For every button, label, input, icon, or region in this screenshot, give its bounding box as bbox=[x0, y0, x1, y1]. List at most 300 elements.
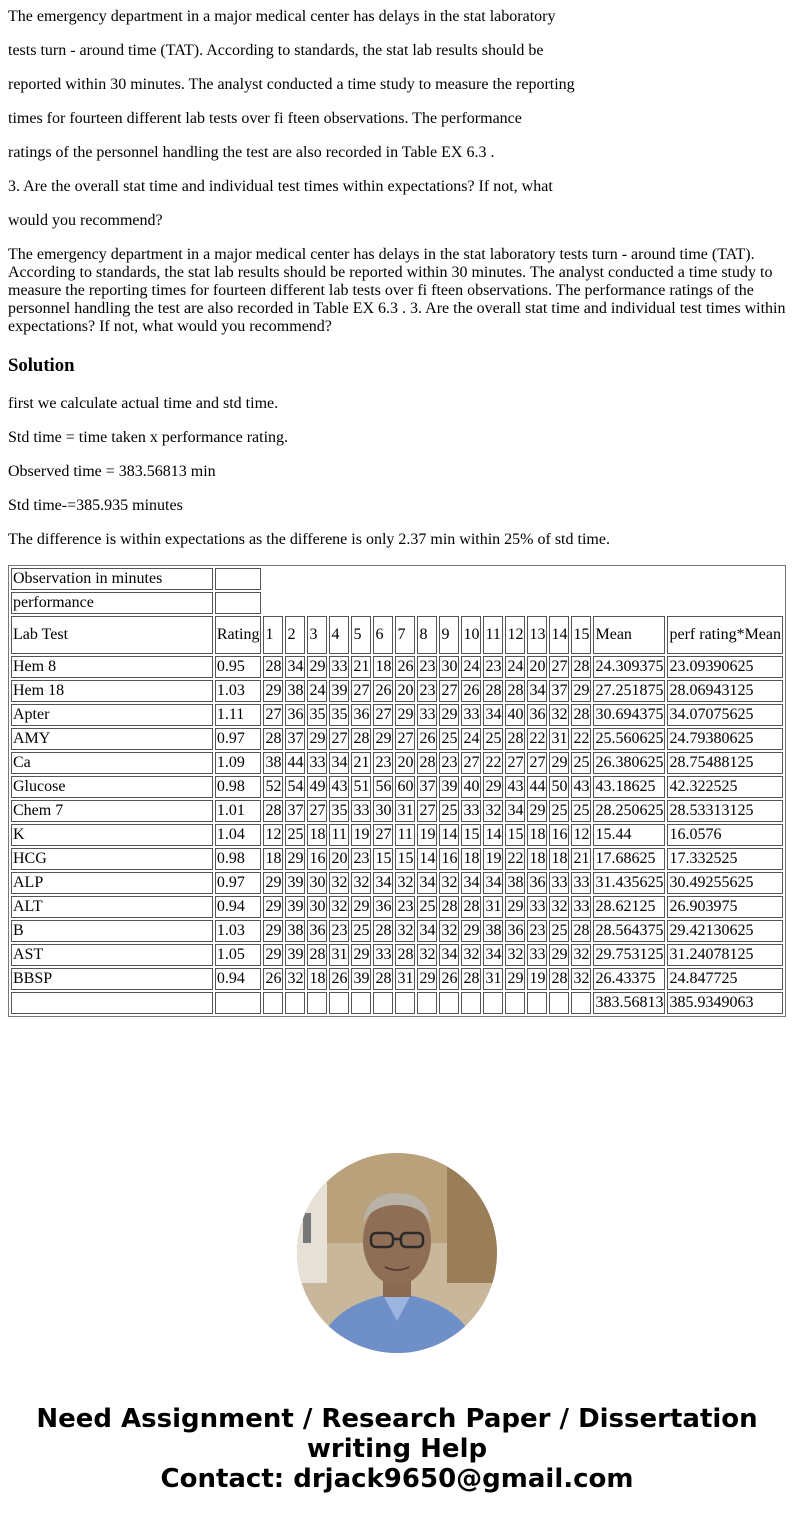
table-cell: 40 bbox=[461, 776, 481, 798]
table-cell: 20 bbox=[395, 752, 415, 774]
table-cell: ALT bbox=[11, 896, 213, 918]
table-cell: 31.24078125 bbox=[667, 944, 783, 966]
table-cell: 16 bbox=[307, 848, 327, 870]
table-cell: 29.753125 bbox=[593, 944, 665, 966]
table-header-cell: 8 bbox=[417, 616, 437, 654]
question-line: tests turn - around time (TAT). According to standards, the stat lab results should be bbox=[8, 42, 544, 59]
table-cell: 33 bbox=[373, 944, 393, 966]
table-cell: 30.694375 bbox=[593, 704, 665, 726]
table-cell: 34 bbox=[285, 656, 305, 678]
table-cell: 0.94 bbox=[215, 896, 262, 918]
table-cell: 23 bbox=[395, 896, 415, 918]
table-cell: 56 bbox=[373, 776, 393, 798]
table-cell: 15 bbox=[373, 848, 393, 870]
table-cell: 27 bbox=[373, 704, 393, 726]
table-cell: 18 bbox=[307, 824, 327, 846]
table-cell: 28 bbox=[571, 704, 591, 726]
table-cell: 27.251875 bbox=[593, 680, 665, 702]
table-header-cell: 10 bbox=[461, 616, 481, 654]
table-header-cell: 14 bbox=[549, 616, 569, 654]
table-cell: 33 bbox=[329, 656, 349, 678]
table-cell: 30.49255625 bbox=[667, 872, 783, 894]
table-cell: 0.97 bbox=[215, 728, 262, 750]
table-cell: 32 bbox=[395, 872, 415, 894]
table-cell: 36 bbox=[505, 920, 525, 942]
table-cell bbox=[527, 992, 547, 1014]
table-cell: 26 bbox=[461, 680, 481, 702]
table-header-cell: 15 bbox=[571, 616, 591, 654]
table-cell: 36 bbox=[527, 872, 547, 894]
table-cell: 18 bbox=[263, 848, 283, 870]
table-cell: 28 bbox=[263, 800, 283, 822]
table-cell: 49 bbox=[307, 776, 327, 798]
table-header-cell: perf rating*Mean bbox=[667, 616, 783, 654]
table-cell bbox=[351, 992, 371, 1014]
table-row bbox=[11, 568, 783, 590]
table-row bbox=[11, 592, 783, 614]
table-cell: 29.42130625 bbox=[667, 920, 783, 942]
table-row bbox=[11, 704, 783, 726]
table-cell: 31 bbox=[329, 944, 349, 966]
table-cell: 34 bbox=[483, 944, 503, 966]
table-cell: 30 bbox=[373, 800, 393, 822]
table-cell: 14 bbox=[417, 848, 437, 870]
table-cell bbox=[373, 992, 393, 1014]
table-header-cell: 6 bbox=[373, 616, 393, 654]
table-cell: 36 bbox=[307, 920, 327, 942]
table-cell: 27 bbox=[417, 800, 437, 822]
table-cell: 28 bbox=[571, 920, 591, 942]
table-cell: 32 bbox=[285, 968, 305, 990]
table-cell: 19 bbox=[483, 848, 503, 870]
table-cell bbox=[215, 592, 262, 614]
table-cell: 39 bbox=[439, 776, 459, 798]
question-line: ratings of the personnel handling the test are also recorded in Table EX 6.3 . bbox=[8, 144, 495, 161]
table-cell bbox=[329, 992, 349, 1014]
table-cell: 32 bbox=[395, 920, 415, 942]
table-cell: 25 bbox=[483, 728, 503, 750]
table-cell: 14 bbox=[483, 824, 503, 846]
table-cell: 16.0576 bbox=[667, 824, 783, 846]
table-cell: 27 bbox=[395, 728, 415, 750]
table-header-cell: 3 bbox=[307, 616, 327, 654]
table-cell: 29 bbox=[571, 680, 591, 702]
table-cell: Apter bbox=[11, 704, 213, 726]
author-photo bbox=[297, 1153, 497, 1353]
table-cell: 29 bbox=[263, 896, 283, 918]
table-cell: 34.07075625 bbox=[667, 704, 783, 726]
table-cell: 39 bbox=[351, 968, 371, 990]
table-cell: 28 bbox=[549, 968, 569, 990]
table-cell: 31 bbox=[483, 968, 503, 990]
table-cell: 26.380625 bbox=[593, 752, 665, 774]
footer-line: Need Assignment / Research Paper / Dissertation bbox=[36, 1404, 758, 1434]
table-cell: AST bbox=[11, 944, 213, 966]
table-cell: 28 bbox=[395, 944, 415, 966]
table-cell: Hem 8 bbox=[11, 656, 213, 678]
table-cell: 34 bbox=[461, 872, 481, 894]
table-cell: 33 bbox=[351, 800, 371, 822]
table-cell: 40 bbox=[505, 704, 525, 726]
table-cell: 60 bbox=[395, 776, 415, 798]
table-cell: 1.05 bbox=[215, 944, 262, 966]
table-cell: 37 bbox=[285, 728, 305, 750]
solution-line: Std time-=385.935 minutes bbox=[8, 497, 183, 514]
table-cell: 26 bbox=[439, 968, 459, 990]
table-row bbox=[11, 944, 783, 966]
table-cell: 37 bbox=[549, 680, 569, 702]
table-row bbox=[11, 752, 783, 774]
table-cell: 28 bbox=[483, 680, 503, 702]
table-cell: B bbox=[11, 920, 213, 942]
table-cell: 1.03 bbox=[215, 680, 262, 702]
table-cell: 28 bbox=[307, 944, 327, 966]
table-cell: 29 bbox=[505, 968, 525, 990]
table-cell: 28 bbox=[263, 656, 283, 678]
table-cell: 22 bbox=[571, 728, 591, 750]
table-cell: 30 bbox=[307, 872, 327, 894]
table-cell: 27 bbox=[505, 752, 525, 774]
table-cell: 43.18625 bbox=[593, 776, 665, 798]
solution-line: The difference is within expectations as the differene is only 2.37 min within 25% of std time. bbox=[8, 531, 610, 548]
table-cell: 38 bbox=[483, 920, 503, 942]
table-cell: 25 bbox=[351, 920, 371, 942]
question-line: 3. Are the overall stat time and individual test times within expectations? If not, what bbox=[8, 178, 553, 195]
table-row bbox=[11, 656, 783, 678]
table-cell: 27 bbox=[351, 680, 371, 702]
table-cell: 0.94 bbox=[215, 968, 262, 990]
table-cell: 32 bbox=[439, 920, 459, 942]
table-cell: 29 bbox=[549, 944, 569, 966]
table-cell: 0.98 bbox=[215, 776, 262, 798]
table-totals-row bbox=[11, 992, 783, 1014]
table-cell: 52 bbox=[263, 776, 283, 798]
solution-line: first we calculate actual time and std time. bbox=[8, 395, 279, 412]
table-cell: 383.56813 bbox=[593, 992, 665, 1014]
table-cell: 26.903975 bbox=[667, 896, 783, 918]
table-cell: K bbox=[11, 824, 213, 846]
table-cell: 17.68625 bbox=[593, 848, 665, 870]
solution-line: Std time = time taken x performance rating. bbox=[8, 429, 289, 446]
table-cell: 32 bbox=[549, 704, 569, 726]
table-row bbox=[11, 800, 783, 822]
table-cell: 19 bbox=[351, 824, 371, 846]
table-header-cell: 1 bbox=[263, 616, 283, 654]
table-row bbox=[11, 920, 783, 942]
table-cell: 23 bbox=[373, 752, 393, 774]
table-row bbox=[11, 872, 783, 894]
table-cell: 29 bbox=[307, 728, 327, 750]
table-cell: 28.62125 bbox=[593, 896, 665, 918]
table-cell: 26 bbox=[395, 656, 415, 678]
table-cell: 19 bbox=[527, 968, 547, 990]
table-cell: 38 bbox=[285, 920, 305, 942]
table-cell: 28 bbox=[417, 752, 437, 774]
table-cell: 38 bbox=[285, 680, 305, 702]
solution-line: Observed time = 383.56813 min bbox=[8, 463, 216, 480]
table-cell: 23 bbox=[417, 656, 437, 678]
question-line: times for fourteen different lab tests over fi fteen observations. The performance bbox=[8, 110, 522, 127]
table-cell: 25 bbox=[285, 824, 305, 846]
table-cell: 12 bbox=[571, 824, 591, 846]
table-cell: 29 bbox=[483, 776, 503, 798]
table-cell: 15 bbox=[461, 824, 481, 846]
table-row bbox=[11, 896, 783, 918]
table-cell bbox=[395, 992, 415, 1014]
table-cell: 25 bbox=[439, 728, 459, 750]
table-cell: 27 bbox=[461, 752, 481, 774]
table-cell: 34 bbox=[329, 752, 349, 774]
table-cell: 31 bbox=[395, 968, 415, 990]
table-cell: performance bbox=[11, 592, 213, 614]
table-cell: 16 bbox=[549, 824, 569, 846]
table-cell: 29 bbox=[373, 728, 393, 750]
table-cell: 27 bbox=[373, 824, 393, 846]
table-cell: 36 bbox=[373, 896, 393, 918]
table-cell: 33 bbox=[307, 752, 327, 774]
table-cell: 43 bbox=[505, 776, 525, 798]
table-cell: 27 bbox=[549, 656, 569, 678]
table-cell: BBSP bbox=[11, 968, 213, 990]
table-cell: 25 bbox=[439, 800, 459, 822]
table-row bbox=[11, 728, 783, 750]
author-photo-illustration bbox=[297, 1153, 497, 1353]
table-header-cell: 12 bbox=[505, 616, 525, 654]
table-cell: 36 bbox=[285, 704, 305, 726]
table-cell: 26 bbox=[417, 728, 437, 750]
table-cell: 24.847725 bbox=[667, 968, 783, 990]
table-cell: 21 bbox=[351, 656, 371, 678]
table-cell: Hem 18 bbox=[11, 680, 213, 702]
table-cell: 31 bbox=[395, 800, 415, 822]
table-cell: 33 bbox=[461, 704, 481, 726]
table-cell: 33 bbox=[527, 944, 547, 966]
table-cell: 24 bbox=[307, 680, 327, 702]
table-cell: 24 bbox=[461, 656, 481, 678]
question-line: The emergency department in a major medical center has delays in the stat laboratory bbox=[8, 8, 556, 25]
table-cell: 22 bbox=[505, 848, 525, 870]
table-cell: 1.03 bbox=[215, 920, 262, 942]
table-cell: 12 bbox=[263, 824, 283, 846]
table-cell bbox=[215, 568, 262, 590]
table-cell: 15 bbox=[395, 848, 415, 870]
table-cell: 34 bbox=[483, 872, 503, 894]
table-cell: 34 bbox=[417, 872, 437, 894]
table-cell: 29 bbox=[439, 704, 459, 726]
table-cell: AMY bbox=[11, 728, 213, 750]
table-cell: 23 bbox=[351, 848, 371, 870]
table-cell: 18 bbox=[461, 848, 481, 870]
table-cell: 37 bbox=[417, 776, 437, 798]
table-cell bbox=[215, 992, 262, 1014]
footer-line: writing Help bbox=[306, 1434, 488, 1464]
table-cell: 29 bbox=[417, 968, 437, 990]
table-row bbox=[11, 848, 783, 870]
table-cell: 28 bbox=[263, 728, 283, 750]
table-cell: 21 bbox=[571, 848, 591, 870]
table-cell: 28 bbox=[505, 680, 525, 702]
table-header-cell: 2 bbox=[285, 616, 305, 654]
table-cell bbox=[307, 992, 327, 1014]
table-cell: 18 bbox=[549, 848, 569, 870]
table-cell bbox=[11, 992, 213, 1014]
table-cell: 20 bbox=[329, 848, 349, 870]
table-cell: 27 bbox=[263, 704, 283, 726]
table-row bbox=[11, 776, 783, 798]
table-cell: 39 bbox=[285, 896, 305, 918]
table-cell: 1.01 bbox=[215, 800, 262, 822]
table-cell bbox=[461, 992, 481, 1014]
table-cell: 28 bbox=[373, 968, 393, 990]
table-cell: 15 bbox=[505, 824, 525, 846]
table-header-row bbox=[11, 616, 783, 654]
table-cell: 29 bbox=[285, 848, 305, 870]
table-cell: 44 bbox=[527, 776, 547, 798]
table-cell: 27 bbox=[329, 728, 349, 750]
table-cell: 20 bbox=[527, 656, 547, 678]
table-cell: 0.95 bbox=[215, 656, 262, 678]
table-cell: 26 bbox=[329, 968, 349, 990]
table-cell: 37 bbox=[285, 800, 305, 822]
table-cell: 36 bbox=[527, 704, 547, 726]
table-cell: 385.9349063 bbox=[667, 992, 783, 1014]
table-cell bbox=[417, 992, 437, 1014]
table-cell: 11 bbox=[329, 824, 349, 846]
promo-footer bbox=[0, 1404, 794, 1494]
table-cell: 28.06943125 bbox=[667, 680, 783, 702]
table-cell: 22 bbox=[527, 728, 547, 750]
table-cell: 23 bbox=[439, 752, 459, 774]
table-cell: 31 bbox=[483, 896, 503, 918]
table-cell: 50 bbox=[549, 776, 569, 798]
table-cell: 28 bbox=[373, 920, 393, 942]
table-cell bbox=[285, 992, 305, 1014]
table-cell: 22 bbox=[483, 752, 503, 774]
table-cell: 32 bbox=[461, 944, 481, 966]
table-cell: 28 bbox=[505, 728, 525, 750]
table-cell: 32 bbox=[483, 800, 503, 822]
table-cell: 43 bbox=[571, 776, 591, 798]
table-cell: 32 bbox=[549, 896, 569, 918]
table-cell: 34 bbox=[417, 920, 437, 942]
table-cell: 32 bbox=[571, 944, 591, 966]
table-cell: 29 bbox=[527, 800, 547, 822]
table-cell: 24.79380625 bbox=[667, 728, 783, 750]
table-cell: Observation in minutes bbox=[11, 568, 213, 590]
table-cell: 32 bbox=[351, 872, 371, 894]
table-cell: 32 bbox=[439, 872, 459, 894]
table-cell: 1.04 bbox=[215, 824, 262, 846]
table-cell: 34 bbox=[505, 800, 525, 822]
table-cell: 16 bbox=[439, 848, 459, 870]
table-cell: 25 bbox=[417, 896, 437, 918]
table-cell: 18 bbox=[527, 848, 547, 870]
table-cell: 28 bbox=[351, 728, 371, 750]
table-cell: 35 bbox=[307, 704, 327, 726]
table-cell: 21 bbox=[351, 752, 371, 774]
table-cell: 32 bbox=[505, 944, 525, 966]
table-cell: 25 bbox=[571, 752, 591, 774]
table-cell: 33 bbox=[571, 872, 591, 894]
table-cell: 29 bbox=[263, 944, 283, 966]
table-cell: 29 bbox=[505, 896, 525, 918]
table-cell: 33 bbox=[571, 896, 591, 918]
table-cell: 34 bbox=[373, 872, 393, 894]
table-cell: 27 bbox=[439, 680, 459, 702]
table-cell: 25 bbox=[549, 800, 569, 822]
table-cell: 26.43375 bbox=[593, 968, 665, 990]
table-cell: 30 bbox=[307, 896, 327, 918]
table-cell: ALP bbox=[11, 872, 213, 894]
table-cell: 17.332525 bbox=[667, 848, 783, 870]
table-header-cell: Lab Test bbox=[11, 616, 213, 654]
table-cell: 29 bbox=[263, 680, 283, 702]
table-cell: 31 bbox=[549, 728, 569, 750]
table-cell: 23 bbox=[329, 920, 349, 942]
table-cell: 1.09 bbox=[215, 752, 262, 774]
table-cell: 29 bbox=[307, 656, 327, 678]
observation-table bbox=[8, 565, 786, 1017]
table-cell: 32 bbox=[571, 968, 591, 990]
table-cell: 28 bbox=[439, 896, 459, 918]
table-cell: 34 bbox=[439, 944, 459, 966]
table-cell: 23 bbox=[483, 656, 503, 678]
table-cell: 26 bbox=[263, 968, 283, 990]
table-cell: 30 bbox=[439, 656, 459, 678]
table-cell: 33 bbox=[461, 800, 481, 822]
table-cell: 42.322525 bbox=[667, 776, 783, 798]
table-cell: 28 bbox=[461, 896, 481, 918]
table-cell: 28.75488125 bbox=[667, 752, 783, 774]
table-cell: 29 bbox=[263, 920, 283, 942]
table-cell: 15.44 bbox=[593, 824, 665, 846]
table-cell: 33 bbox=[527, 896, 547, 918]
table-cell: Chem 7 bbox=[11, 800, 213, 822]
table-cell: 23 bbox=[417, 680, 437, 702]
table-header-cell: 9 bbox=[439, 616, 459, 654]
table-cell: 39 bbox=[285, 944, 305, 966]
table-cell: 0.97 bbox=[215, 872, 262, 894]
table-cell: 11 bbox=[395, 824, 415, 846]
table-cell: 32 bbox=[417, 944, 437, 966]
table-cell: 25 bbox=[549, 920, 569, 942]
table-cell: 29 bbox=[461, 920, 481, 942]
table-cell: 27 bbox=[307, 800, 327, 822]
table-cell: 39 bbox=[285, 872, 305, 894]
table-cell: 34 bbox=[483, 704, 503, 726]
table-cell: 1.11 bbox=[215, 704, 262, 726]
table-cell: 33 bbox=[417, 704, 437, 726]
table-cell: 27 bbox=[527, 752, 547, 774]
table-cell bbox=[549, 992, 569, 1014]
table-header-cell: 5 bbox=[351, 616, 371, 654]
table-cell: Ca bbox=[11, 752, 213, 774]
question-line: reported within 30 minutes. The analyst conducted a time study to measure the reporting bbox=[8, 76, 575, 93]
table-row bbox=[11, 824, 783, 846]
table-header-cell: 11 bbox=[483, 616, 503, 654]
table-cell: 33 bbox=[549, 872, 569, 894]
table-cell: 26 bbox=[373, 680, 393, 702]
table-header-cell: 4 bbox=[329, 616, 349, 654]
solution-heading: Solution bbox=[8, 355, 75, 376]
table-header-cell: Rating bbox=[215, 616, 262, 654]
table-cell: 24 bbox=[461, 728, 481, 750]
footer-contact: Contact: drjack9650@gmail.com bbox=[160, 1464, 634, 1494]
table-cell: 28.250625 bbox=[593, 800, 665, 822]
table-cell: 34 bbox=[527, 680, 547, 702]
table-cell: 28.53313125 bbox=[667, 800, 783, 822]
question-line: would you recommend? bbox=[8, 212, 163, 229]
